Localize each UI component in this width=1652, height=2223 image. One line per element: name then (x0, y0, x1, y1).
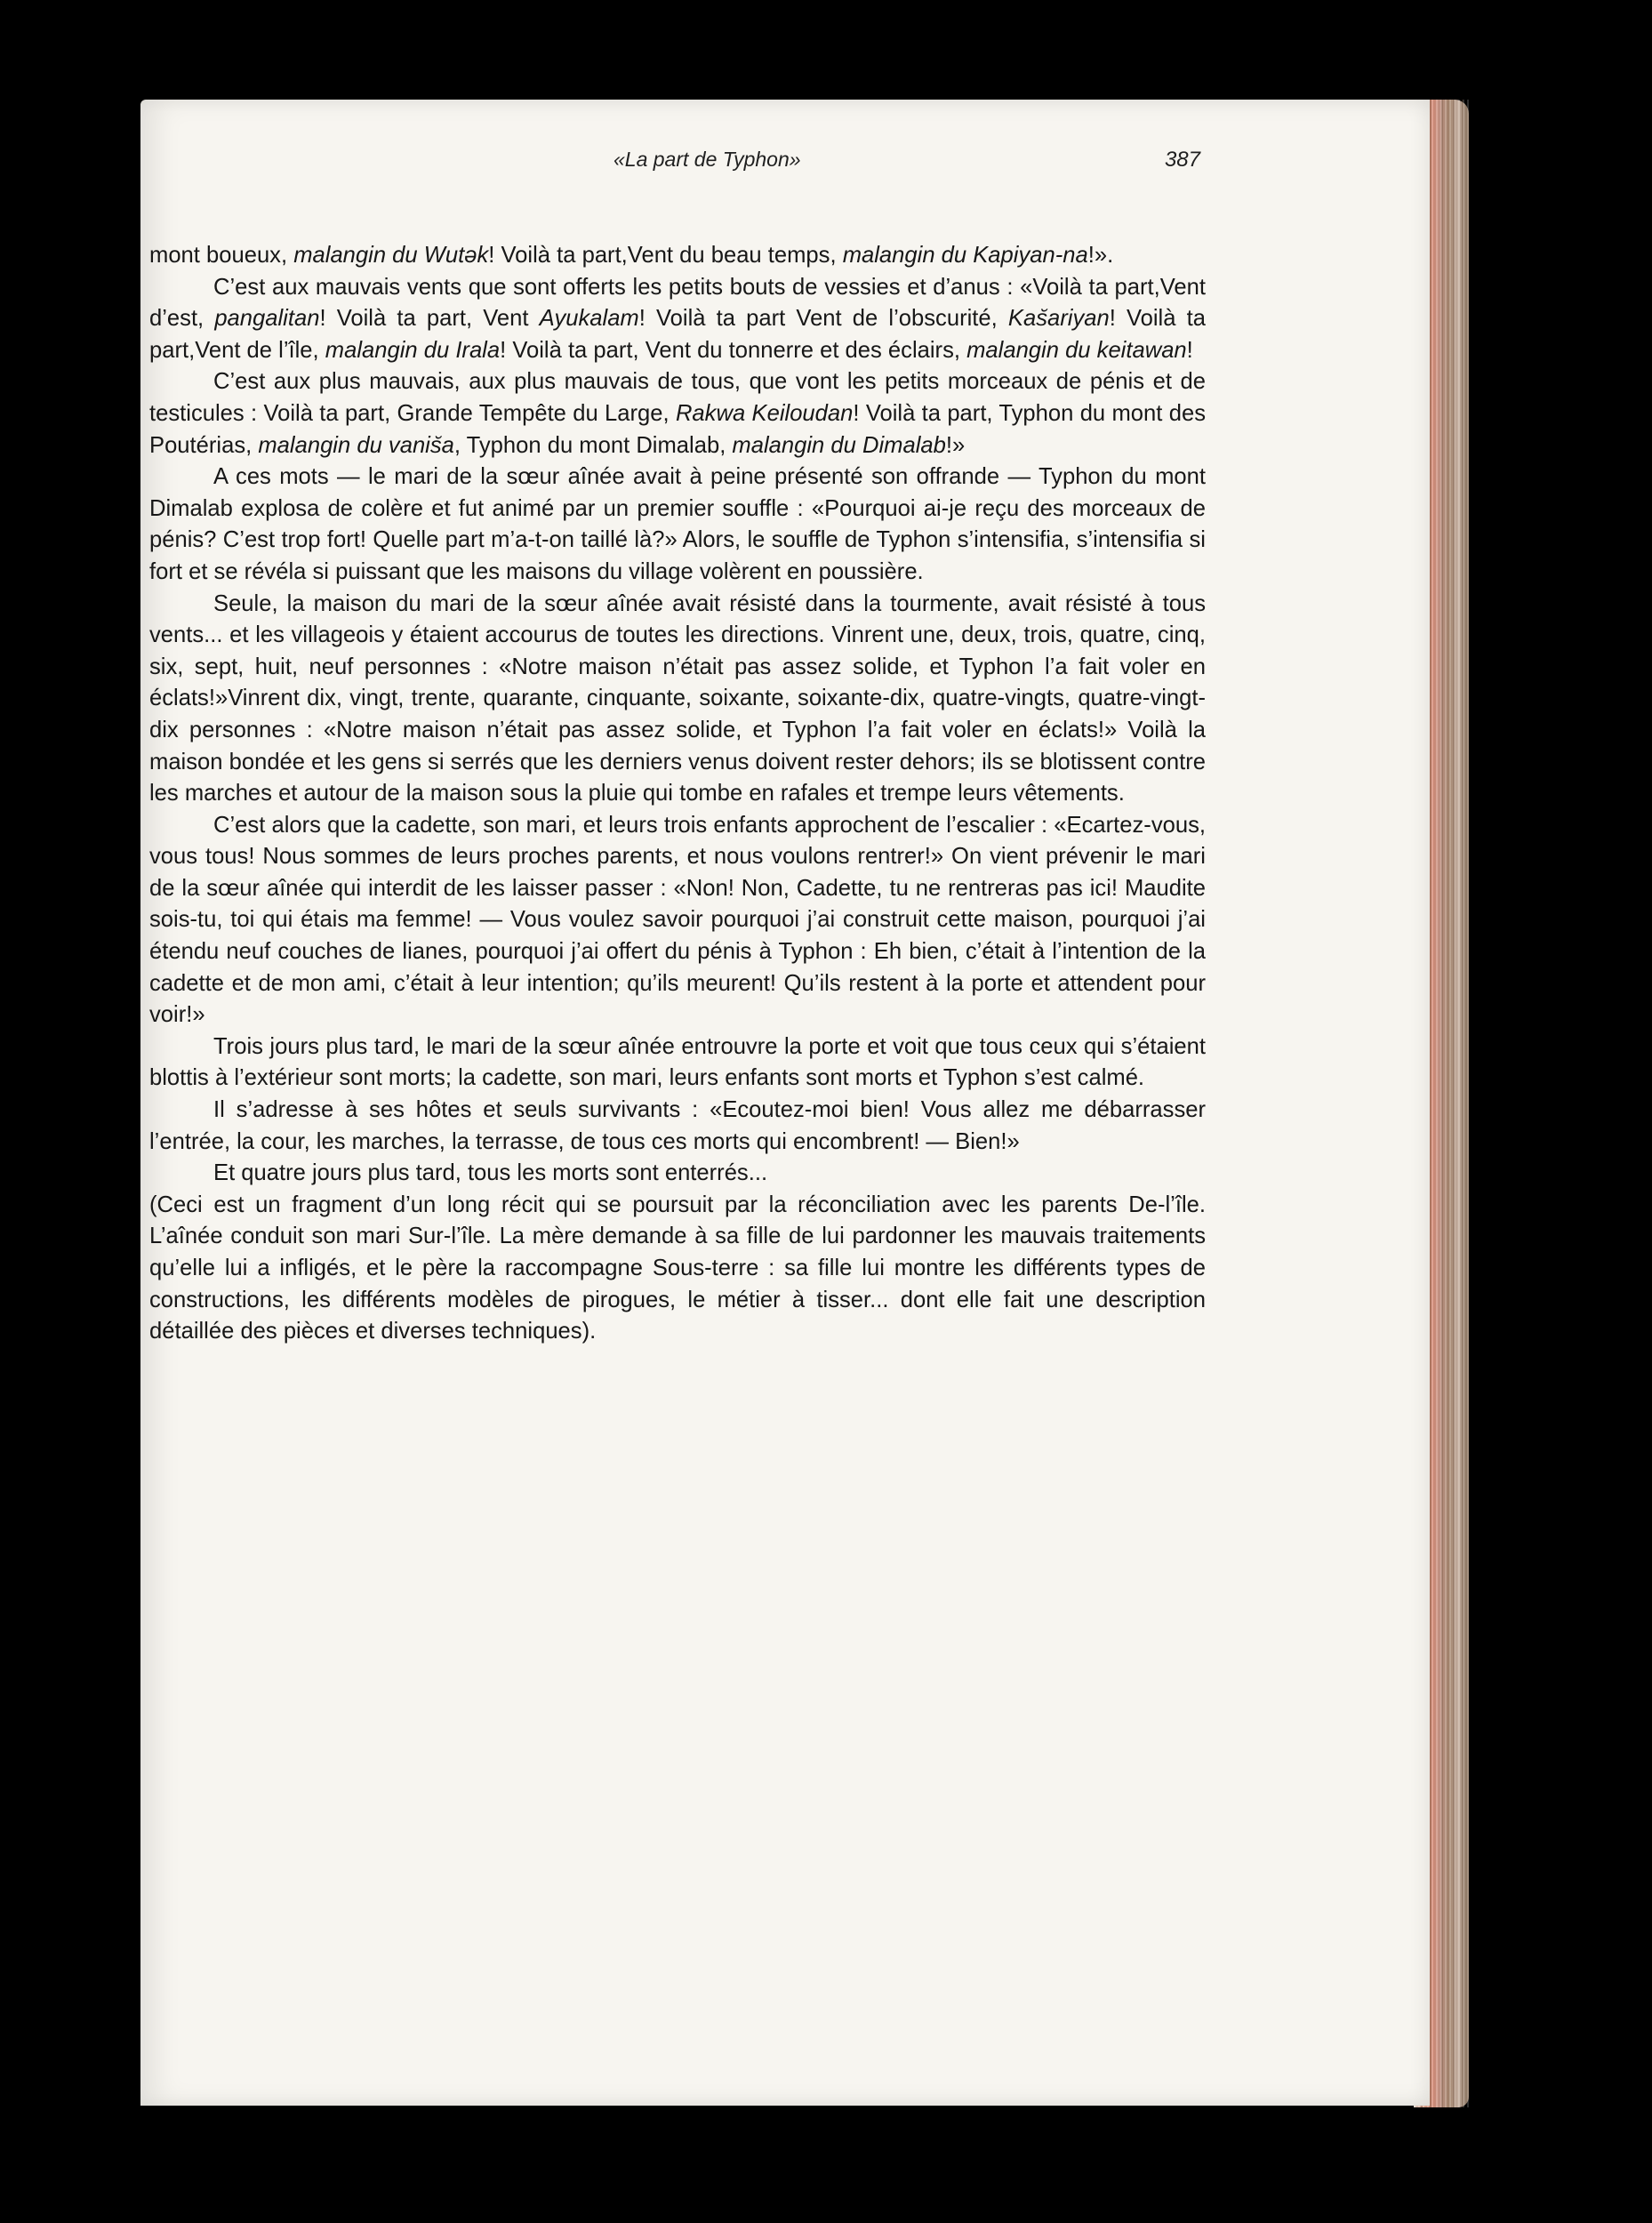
text-span: C’est aux mauvais vents que sont offerts les petits bouts de vessies et d’anus : «Voilà ta part,Vent d’est, (149, 274, 1206, 332)
paragraph-5 (149, 589, 1206, 810)
text-span: C’est alors que la cadette, son mari, et leurs trois enfants approchent de l’escalier : «Ecartez-vous, vous tous! Nous sommes de leurs proches parents, et nous voulons rentrer!» On vient prévenir le mari de la sœur aînée qui interdit de les laisser passer : «Non! Non, Cadette, tu ne rentreras pas ici! Maudite sois-tu, toi qui étais ma femme! — Vous voulez savoir pourquoi j’ai construit cette maison, pourquoi j’ai étendu neuf couches de lianes, pourquoi j’ai offert du pénis à Typhon : Eh bien, c’était à l’intention de la cadette et de mon ami, c’était à leur intention; qu’ils meurent! Qu’ils restent à la porte et attendent pour voir!» (149, 812, 1206, 1028)
text-span: ! Voilà ta part,Vent de l’île, (149, 306, 1206, 363)
text-span-italic: pangalitan (214, 306, 320, 332)
text-span-italic: malangin du Kapiyan-na (842, 243, 1088, 268)
running-title: «La part de Typhon» (613, 148, 801, 171)
text-span: !» (945, 432, 966, 458)
text-span: ! Voilà ta part Vent de l’obscurité, (638, 306, 1008, 332)
text-span-italic: malangin du Irala (325, 337, 501, 363)
text-span-italic: Ayukalam (539, 306, 639, 332)
text-span-italic: Rakwa Keiloudan (675, 400, 854, 426)
paragraph-4 (149, 461, 1206, 588)
text-span-italic: malangin du Wutək (293, 243, 489, 268)
text-span: ! Voilà ta part, Vent du tonnerre et des éclairs, (500, 337, 967, 363)
text-span: , Typhon du mont Dimalab, (453, 432, 733, 458)
text-span: ! Voilà ta part, Typhon du mont des Poutérias, (149, 400, 1206, 458)
text-span: A ces mots — le mari de la sœur aînée avait à peine présenté son offrande — Typhon du mont Dimalab explosa de colère et fut animé par un premier souffle : «Pourquoi ai-je reçu des morceaux de pénis? C’est trop fort! Quelle part m’a-t-on taillé là?» Alors, le souffle de Typhon s’intensifia, s’intensifia si fort et se révéla si puissant que les maisons du village volèrent en poussière. (149, 464, 1206, 584)
text-span: ! (1186, 337, 1193, 363)
paragraph-2 (149, 272, 1206, 367)
text-span: Et quatre jours plus tard, tous les morts sont enterrés... (213, 1160, 768, 1186)
paragraph-1 (149, 240, 1206, 272)
text-span: (Ceci est un fragment d’un long récit qui se poursuit par la réconciliation avec les parents De-l’île. L’aînée conduit son mari Sur-l’île. La mère demande à sa fille de lui pardonner les mauvais traitements qu’elle lui a infligés, et le père la raccompagne Sous-terre : sa fille lui montre les différents types de constructions, les différents modèles de pirogues, le métier à tisser... dont elle fait une description détaillée des pièces et diverses techniques). (149, 1192, 1206, 1344)
text-span-italic: malangin du vanis̆a (258, 432, 454, 458)
text-span-italic: malangin du Dimalab (732, 432, 946, 458)
text-span: ! Voilà ta part, Vent (319, 306, 540, 332)
paragraph-8 (149, 1095, 1206, 1158)
paragraph-9 (149, 1158, 1206, 1190)
paragraph-7 (149, 1031, 1206, 1095)
page-number: 387 (1164, 148, 1200, 172)
body-text (149, 240, 1206, 1930)
text-span: !». (1087, 243, 1114, 268)
paragraph-6 (149, 810, 1206, 1031)
text-span-italic: Kas̆ariyan (1007, 306, 1110, 332)
paragraph-10 (149, 1190, 1206, 1348)
text-span: mont boueux, (149, 243, 294, 268)
text-span: ! Voilà ta part,Vent du beau temps, (488, 243, 843, 268)
text-span: C’est aux plus mauvais, aux plus mauvais de tous, que vont les petits morceaux de pénis et de testicules : Voilà ta part, Grande Tempête du Large, (149, 369, 1206, 426)
text-span: Seule, la maison du mari de la sœur aînée avait résisté dans la tourmente, avait résisté à tous vents... et les villageois y étaient accourus de toutes les directions. Vinrent une, deux, trois, quatre, cinq, six, sept, huit, neuf personnes : «Notre maison n’était pas assez solide, et Typhon l’a fait voler en éclats!»Vinrent dix, vingt, trente, quarante, cinquante, soixante, soixante-dix, quatre-vingts, quatre-vingt-dix personnes : «Notre maison n’était pas assez solide, et Typhon l’a fait voler en éclats!» Voilà la maison bondée et les gens si serrés que les derniers venus doivent rester dehors; ils se blotissent contre les marches et autour de la maison sous la pluie qui tombe en rafales et trempe leurs vêtements. (149, 590, 1206, 807)
paragraph-3 (149, 366, 1206, 461)
running-header (151, 148, 1200, 185)
text-span: Trois jours plus tard, le mari de la sœur aînée entrouvre la porte et voit que tous ceux qui s’étaient blottis à l’extérieur sont morts; la cadette, son mari, leurs enfants sont morts et Typhon s’est calmé. (149, 1033, 1206, 1091)
text-span: Il s’adresse à ses hôtes et seuls survivants : «Ecoutez-moi bien! Vous allez me débarrasser l’entrée, la cour, les marches, la terrasse, de tous ces morts qui encombrent! — Bien!» (149, 1097, 1206, 1154)
text-span-italic: malangin du keitawan (966, 337, 1187, 363)
